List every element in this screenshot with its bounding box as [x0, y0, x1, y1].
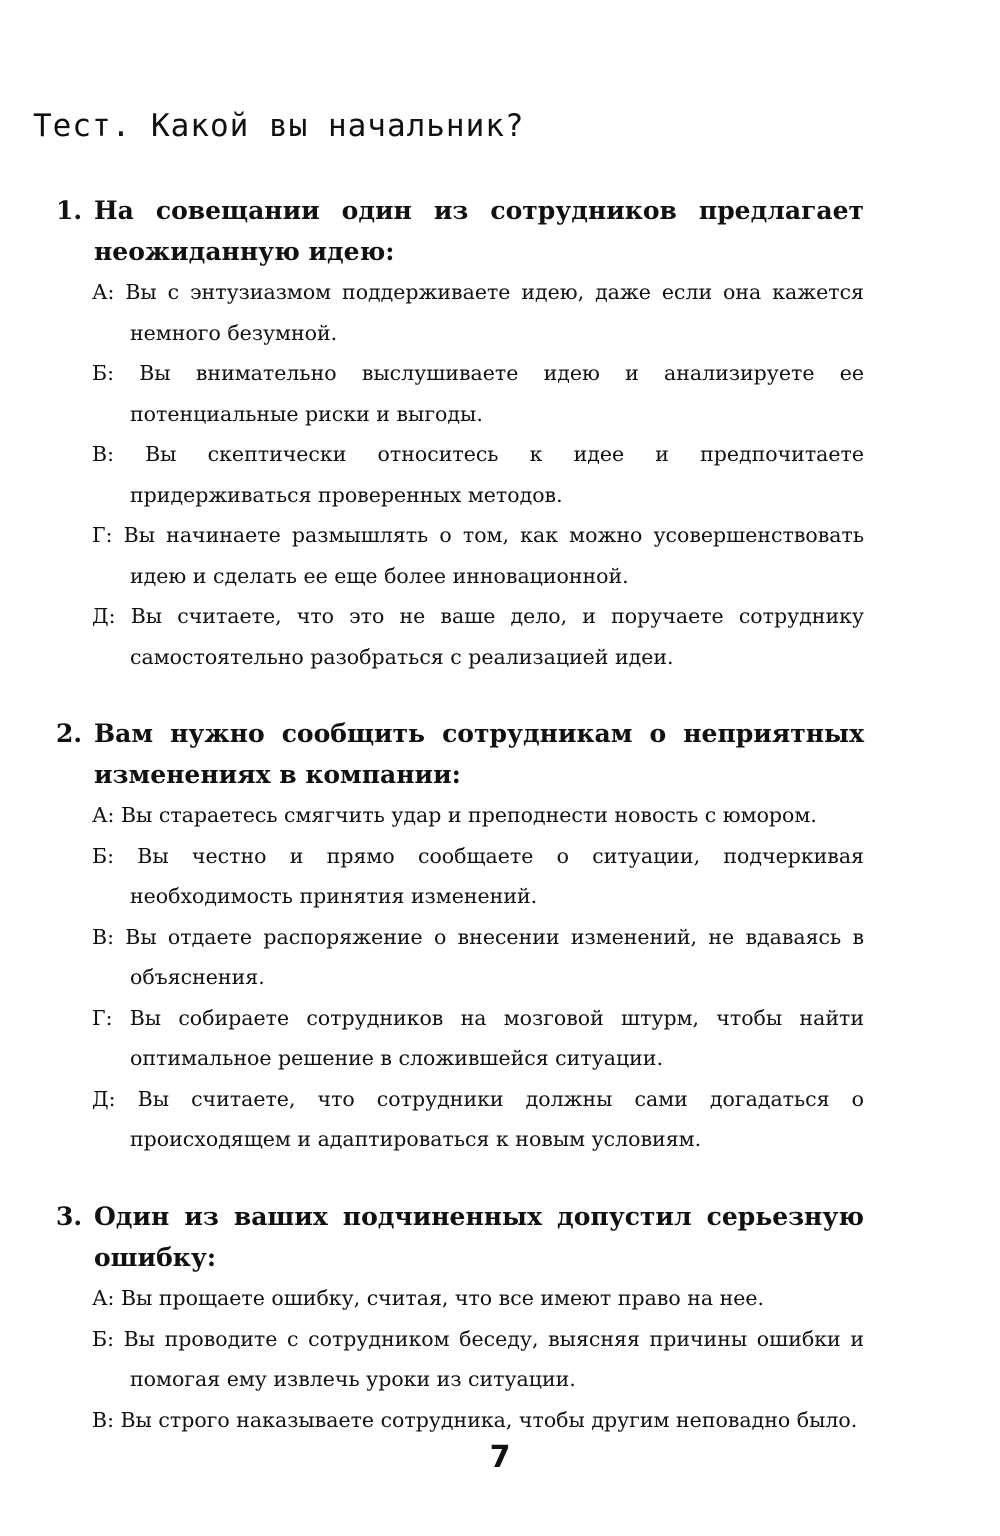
- question-text: Один из ваших подчиненных допустил серьезную ошибку:: [94, 1202, 864, 1272]
- answer-option-v: В: Вы строго наказываете сотрудника, чтобы другим неповадно было.: [92, 1407, 858, 1432]
- question-heading: [56, 1196, 864, 1278]
- answer-option-b: Б: Вы внимательно выслушиваете идею и анализируете ее потенциальные риски и выгоды.: [92, 361, 864, 426]
- question-number: 3.: [56, 1202, 83, 1231]
- answer-option-d: Д: Вы считаете, что это не ваше дело, и поручаете сотруднику самостоятельно разобраться с реализацией идеи.: [92, 604, 864, 669]
- answer-option-g: Г: Вы собираете сотрудников на мозговой штурм, чтобы найти оптимальное решение в сложившейся ситуации.: [92, 1005, 864, 1070]
- question-heading: [56, 190, 864, 272]
- answer-option-b: Б: Вы честно и прямо сообщаете о ситуации, подчеркивая необходимость принятия изменений.: [92, 843, 864, 908]
- answer-option-v: В: Вы отдаете распоряжение о внесении изменений, не вдаваясь в объяснения.: [92, 924, 864, 989]
- question-heading: [56, 713, 864, 795]
- question-1: [56, 190, 864, 677]
- answer-option-g: Г: Вы начинаете размышлять о том, как можно усовершенствовать идею и сделать ее еще более инновационной.: [92, 523, 864, 588]
- page-title: Тест. Какой вы начальник?: [33, 108, 525, 144]
- answer-options: [56, 795, 864, 1160]
- question-text: Вам нужно сообщить сотрудникам о неприятных изменениях в компании:: [94, 719, 864, 789]
- page-number: 7: [489, 1440, 511, 1475]
- answer-option-a: А: Вы прощаете ошибку, считая, что все имеют право на нее.: [92, 1286, 765, 1310]
- answer-option-d: Д: Вы считаете, что сотрудники должны сами догадаться о происходящем и адаптироваться к новым условиям.: [92, 1086, 864, 1151]
- answer-option-v: В: Вы скептически относитесь к идее и предпочитаете придерживаться проверенных методов.: [92, 442, 864, 507]
- answer-option-b: Б: Вы проводите с сотрудником беседу, выясняя причины ошибки и помогая ему извлечь уроки из ситуации.: [92, 1326, 864, 1391]
- answer-options: [56, 1278, 864, 1440]
- answer-options: [56, 272, 864, 677]
- question-2: [56, 713, 864, 1160]
- answer-option-a: А: Вы стараетесь смягчить удар и преподнести новость с юмором.: [92, 803, 817, 827]
- question-text: На совещании один из сотрудников предлагает неожиданную идею:: [94, 196, 864, 266]
- question-number: 1.: [56, 196, 83, 225]
- question-3: [56, 1196, 864, 1440]
- answer-option-a: А: Вы с энтузиазмом поддерживаете идею, даже если она кажется немного безумной.: [92, 280, 864, 345]
- question-number: 2.: [56, 719, 83, 748]
